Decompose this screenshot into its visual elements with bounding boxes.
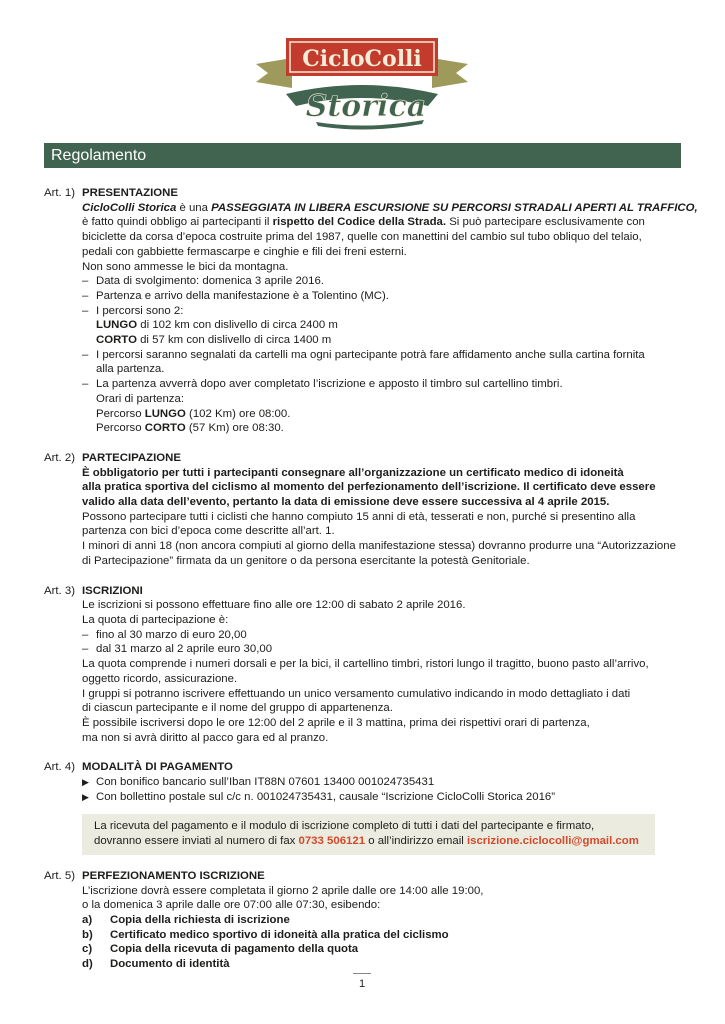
triangle-bullet-icon: ▶ <box>82 791 89 802</box>
note-line: dovranno essere inviati al numero di fax 0733 506121 o all’indirizzo email iscrizione.ciclocolli@gmail.com <box>94 835 639 848</box>
payment-option-bank-transfer: ▶ Con bonifico bancario sull’Iban IT88N 07601 13400 001024735431 <box>82 776 435 789</box>
article-title: ISCRIZIONI <box>82 584 143 597</box>
page-number: 1 <box>359 978 366 990</box>
paragraph-line: è fatto quindi obbligo ai partecipanti il rispetto del Codice della Strada. Si può partecipare esclusivamente con <box>82 216 645 229</box>
fax-number: 0733 506121 <box>298 835 366 848</box>
start-time-long: Percorso LUNGO (102 Km) ore 08:00. <box>96 407 291 420</box>
article-number: Art. 5) <box>44 869 76 882</box>
paragraph-line: oggetto ricordo, assicurazione. <box>82 672 238 685</box>
payment-note-box <box>82 814 655 854</box>
start-time-short: Percorso CORTO (57 Km) ore 08:30. <box>96 422 284 435</box>
paragraph-line: di Partecipazione” firmata da un genitore o da persona esercitante la potestà Genitoriale. <box>82 554 530 567</box>
dash-item: – I percorsi saranno segnalati da cartelli ma ogni partecipante potrà fare affidamento anche sulla cartina fornita <box>82 348 645 361</box>
paragraph-line: Le iscrizioni si possono effettuare fino alle ore 12:00 di sabato 2 aprile 2016. <box>82 599 466 612</box>
dash-item: – dal 31 marzo al 2 aprile euro 30,00 <box>82 643 273 656</box>
paragraph-line: di ciascun partecipante e il nome del gruppo di appartenenza. <box>82 702 393 715</box>
paragraph-line: La quota di partecipazione è: <box>82 613 229 626</box>
dash-item: – Data di svolgimento: domenica 3 aprile 2016. <box>82 275 324 288</box>
route-long: LUNGO di 102 km con dislivello di circa 2400 m <box>96 319 338 332</box>
paragraph-line: partenza con bici d’epoca come descritte all’art. 1. <box>82 525 335 538</box>
article-number: Art. 4) <box>44 761 76 774</box>
logo-title-text: CicloColli <box>302 46 422 72</box>
article-title: MODALITÀ DI PAGAMENTO <box>82 761 233 774</box>
list-item: b) Certificato medico sportivo di idoneità alla pratica del ciclismo <box>82 928 449 941</box>
bold-paragraph-line: alla pratica sportiva del ciclismo al momento del perfezionamento dell’iscrizione. Il certificato deve essere <box>82 481 656 494</box>
email-address[interactable]: iscrizione.ciclocolli@gmail.com <box>466 835 639 848</box>
list-item: a) Copia della richiesta di iscrizione <box>82 913 290 926</box>
paragraph-line: Non sono ammesse le bici da montagna. <box>82 260 289 273</box>
article-5 <box>0 869 725 972</box>
article-title: PARTECIPAZIONE <box>82 451 181 464</box>
paragraph-line: biciclette da corsa d’epoca costruite prima del 1987, quelle con manettini del cambio sul tubo obliquo del telaio, <box>82 231 642 244</box>
paragraph-line: È possibile iscriversi dopo le ore 12:00 del 2 aprile e il 3 mattina, prima dei rispettivi orari di partenza, <box>82 716 590 729</box>
article-number: Art. 3) <box>44 584 76 597</box>
bold-paragraph-line: valido alla data dell’evento, pertanto la data di emissione deve essere successiva al 4 aprile 2015. <box>82 496 610 509</box>
paragraph-line: La quota comprende i numeri dorsali e per la bici, il cartellino timbri, ristori lungo il tragitto, buono pasto all’arrivo, <box>82 658 649 671</box>
logo-subtitle-text: Storica <box>305 89 427 124</box>
triangle-bullet-icon: ▶ <box>82 777 89 788</box>
article-1 <box>0 186 725 436</box>
paragraph-line: CicloColli Storica è una PASSEGGIATA IN LIBERA ESCURSIONE SU PERCORSI STRADALI APERTI AL TRAFFICO, <box>82 201 698 214</box>
article-2 <box>0 451 725 569</box>
dash-item: – I percorsi sono 2: <box>82 304 184 317</box>
paragraph-line: pedali con gabbiette fermascarpe e cinghie e fili dei freni esterni. <box>82 245 407 258</box>
bold-paragraph-line: È obbligatorio per tutti i partecipanti consegnare all’organizzazione un certificato medico di idoneità <box>82 466 624 479</box>
article-number: Art. 1) <box>44 187 76 199</box>
paragraph-line: Possono partecipare tutti i ciclisti che hanno compiuto 15 anni di età, tesserati e non, purché si presentino alla <box>82 510 636 523</box>
list-item: c) Copia della ricevuta di pagamento della quota <box>82 943 359 956</box>
article-title: PERFEZIONAMENTO ISCRIZIONE <box>82 869 265 882</box>
paragraph-line: o la domenica 3 aprile dalle ore 07:00 alle 07:30, esibendo: <box>82 899 381 912</box>
dash-item: – Partenza e arrivo della manifestazione è a Tolentino (MC). <box>82 289 389 302</box>
paragraph-line: ma non si avrà diritto al pacco gara ed al pranzo. <box>82 731 329 744</box>
articles <box>0 186 725 972</box>
paragraph-line: I gruppi si potranno iscrivere effettuando un unico versamento cumulativo indicando in modo dettagliato i dati <box>82 687 631 700</box>
list-item: d) Documento di identità <box>82 958 230 971</box>
dash-item-continued: alla partenza. <box>96 363 165 376</box>
dash-item: – La partenza avverrà dopo aver completato l’iscrizione e apposto il timbro sul cartellino timbri. <box>82 378 563 391</box>
paragraph-line: L’iscrizione dovrà essere completata il giorno 2 aprile dalle ore 14:00 alle 19:00, <box>82 884 484 897</box>
start-times-label: Orari di partenza: <box>96 392 184 405</box>
article-4 <box>0 760 725 855</box>
note-line: La ricevuta del pagamento e il modulo di iscrizione completo di tutti i dati del partecipante e firmato, <box>94 820 595 833</box>
section-header-bar <box>44 143 681 168</box>
article-3 <box>0 584 725 746</box>
footer-divider <box>353 973 371 974</box>
payment-option-postal: ▶ Con bollettino postale sul c/c n. 001024735431, causale “Iscrizione CicloColli Storica 2016” <box>82 790 556 803</box>
section-title: Regolamento <box>51 147 147 164</box>
route-short: CORTO di 57 km con dislivello di circa 1400 m <box>96 334 332 347</box>
article-title: PRESENTAZIONE <box>82 187 178 199</box>
article-number: Art. 2) <box>44 451 76 464</box>
ciclocolli-storica-logo <box>256 36 468 132</box>
paragraph-line: I minori di anni 18 (non ancora compiuti al giorno della manifestazione stessa) dovranno produrre una “Autorizzazione <box>82 540 676 553</box>
dash-item: – fino al 30 marzo di euro 20,00 <box>82 628 247 641</box>
